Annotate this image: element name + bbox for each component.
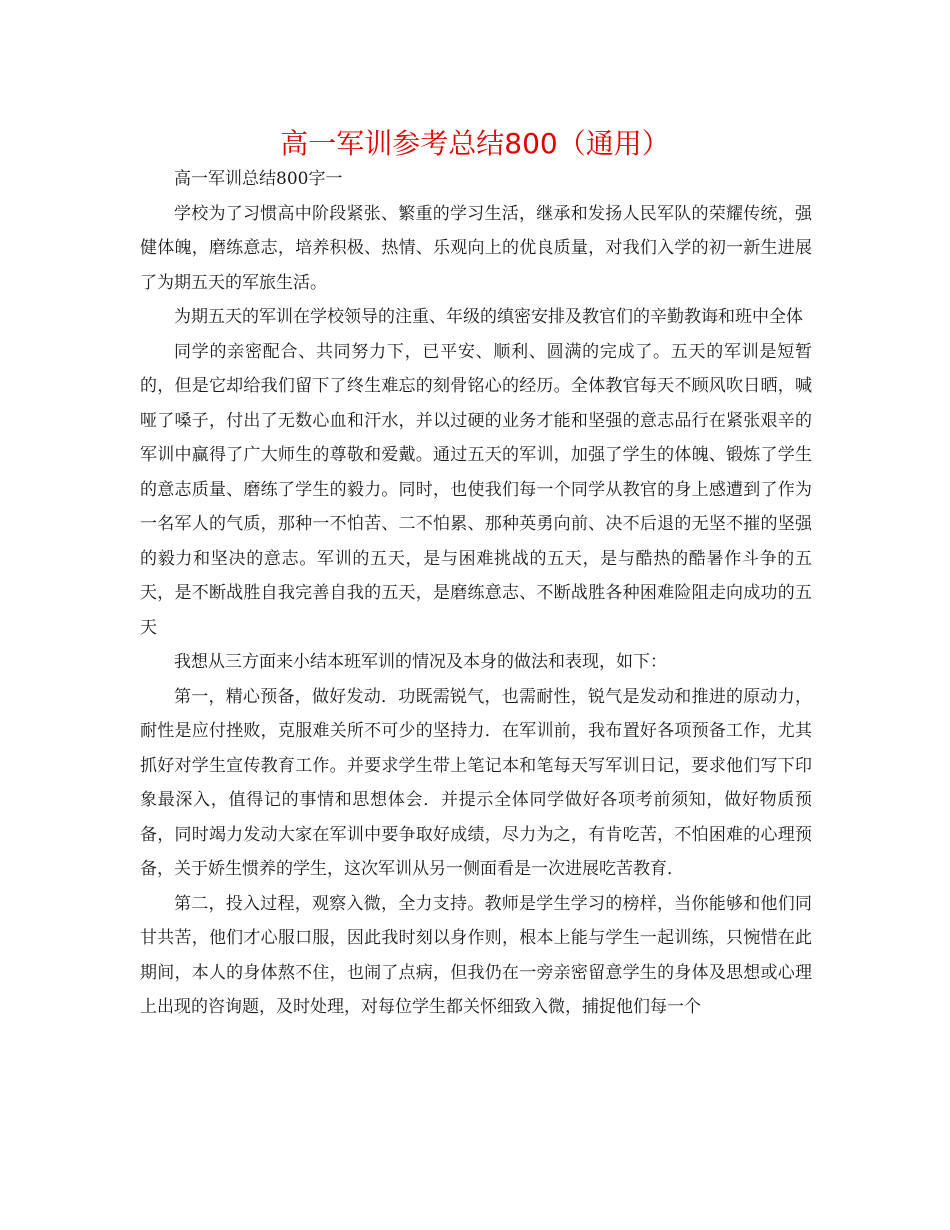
paragraph-intro: 学校为了习惯高中阶段紧张、繁重的学习生活，继承和发扬人民军队的荣耀传统，强健体魄，磨练意志，培养积极、热情、乐观向上的优良质量，对我们入学的初一新生进展了为期五天的军旅生活。 bbox=[140, 203, 812, 293]
paragraph-point-two: 第二，投入过程，观察入微，全力支持。教师是学生学习的榜样，当你能够和他们同甘共苦，他们才心服口服，因此我时刻以身作则，根本上能与学生一起训练，只惋惜在此期间，本人的身体熬不住，也闹了点病，但我仍在一旁亲密留意学生的身体及思想或心理上出现的咨询题，及时处理，对每位学生都关怀细致入微，捕捉他们每一个 bbox=[140, 893, 812, 1017]
document-body bbox=[140, 162, 812, 1025]
document-title: 高一军训参考总结800（通用） bbox=[280, 127, 670, 160]
paragraph-subtitle: 高一军训总结800字一 bbox=[174, 169, 343, 189]
paragraph-summary-intro: 我想从三方面来小结本班军训的情况及本身的做法和表现，如下： bbox=[174, 652, 667, 672]
paragraph-point-one: 第一，精心预备，做好发动．功既需锐气，也需耐性，锐气是发动和推进的原动力，耐性是应付挫败，克服难关所不可少的坚持力．在军训前，我布置好各项预备工作，尤其抓好对学生宣传教育工作。并要求学生带上笔记本和笔每天写军训日记，要求他们写下印象最深入，值得记的事情和思想体会．并提示全体同学做好各项考前须知，做好物质预备，同时竭力发动大家在军训中要争取好成绩，尽力为之，有肯吃苦，不怕困难的心理预备，关于娇生惯养的学生，这次军训从另一侧面看是一次进展吃苦教育． bbox=[140, 686, 812, 879]
paragraph-training-period: 为期五天的军训在学校领导的注重、年级的缜密安排及教官们的辛勤教诲和班中全体 bbox=[174, 307, 803, 327]
paragraph-training-result: 同学的亲密配合、共同努力下，已平安、顺利、圆满的完成了。五天的军训是短暂的，但是它却给我们留下了终生难忘的刻骨铭心的经历。全体教官每天不顾风吹日晒，喊哑了嗓子，付出了无数心血和汗水，并以过硬的业务才能和坚强的意志品行在紧张艰辛的军训中赢得了广大师生的尊敬和爱戴。通过五天的军训，加强了学生的体魄、锻炼了学生的意志质量、磨练了学生的毅力。同时，也使我们每一个同学从教官的身上感遭到了作为一名军人的气质，那种一不怕苦、二不怕累、那种英勇向前、决不后退的无坚不摧的坚强的毅力和坚决的意志。军训的五天，是与困难挑战的五天，是与酷热的酷暑作斗争的五天，是不断战胜自我完善自我的五天，是磨练意志、不断战胜各种困难险阻走向成功的五天 bbox=[140, 341, 812, 638]
